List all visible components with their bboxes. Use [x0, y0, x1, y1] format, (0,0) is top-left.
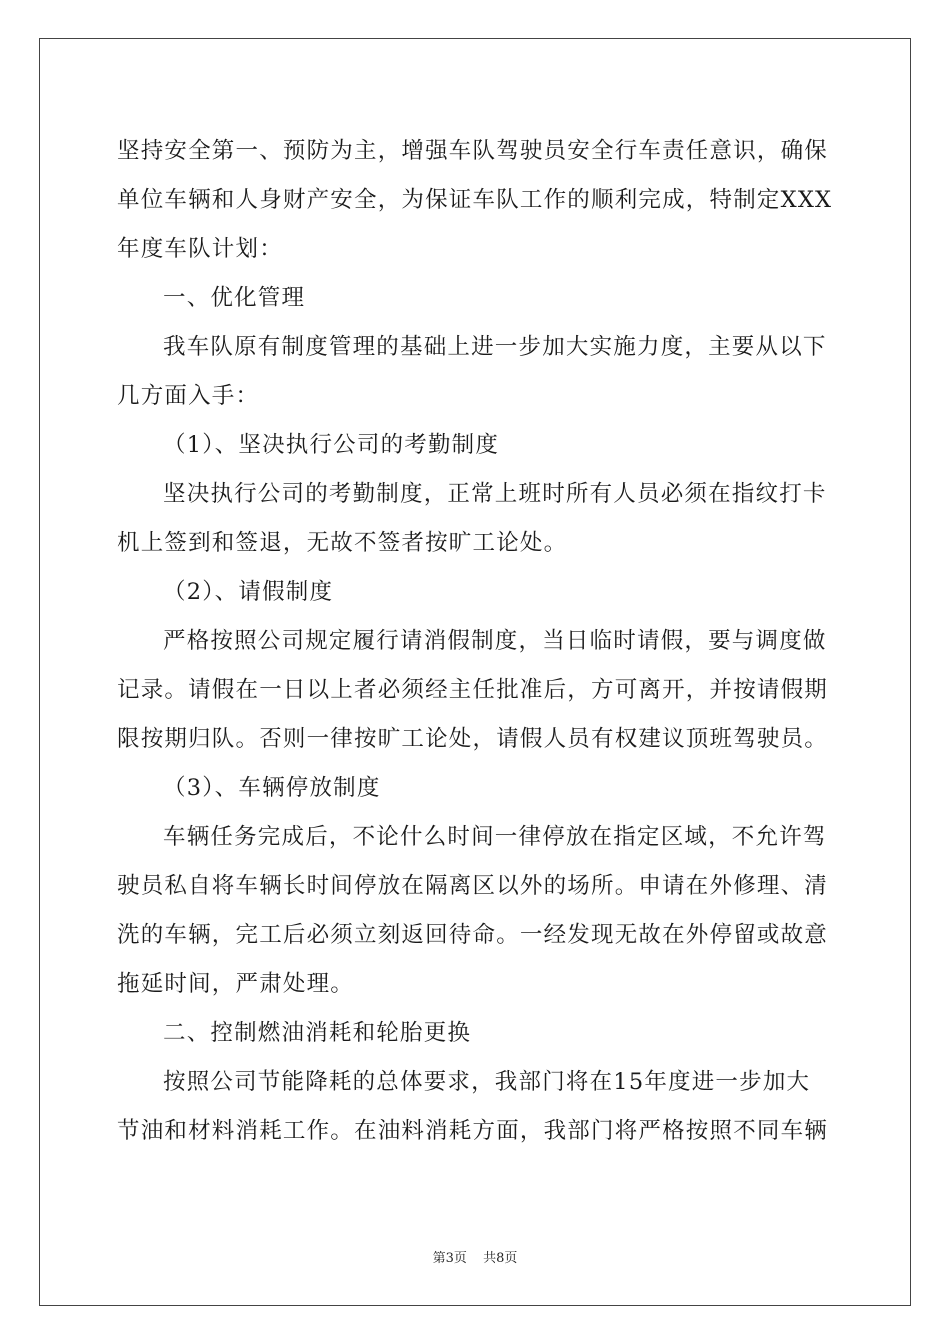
paragraph-line: 节油和材料消耗工作。在油料消耗方面，我部门将严格按照不同车辆 — [117, 1118, 829, 1144]
paragraph-line: 洗的车辆，完工后必须立刻返回待命。一经发现无故在外停留或故意 — [117, 922, 829, 948]
paragraph-line: 我车队原有制度管理的基础上进一步加大实施力度，主要从以下 — [163, 334, 827, 360]
page-footer — [0, 1247, 950, 1266]
section-heading: 一、优化管理 — [163, 285, 306, 311]
paragraph-line: 单位车辆和人身财产安全，为保证车队工作的顺利完成，特制定XXX — [117, 187, 833, 213]
paragraph-line: 驶员私自将车辆长时间停放在隔离区以外的场所。申请在外修理、清 — [117, 873, 829, 899]
paragraph-line: 按照公司节能降耗的总体要求，我部门将在15年度进一步加大 — [163, 1069, 811, 1095]
paragraph-line: 严格按照公司规定履行请消假制度，当日临时请假，要与调度做 — [163, 628, 827, 654]
section-heading: 二、控制燃油消耗和轮胎更换 — [163, 1020, 472, 1046]
paragraph-line: 机上签到和签退，无故不签者按旷工论处。 — [117, 530, 568, 556]
paragraph-line: 车辆任务完成后，不论什么时间一律停放在指定区域，不允许驾 — [163, 824, 827, 850]
paragraph-line: 记录。请假在一日以上者必须经主任批准后，方可离开，并按请假期 — [117, 677, 829, 703]
subsection-heading: （2）、请假制度 — [163, 579, 334, 605]
paragraph-line: 年度车队计划： — [117, 236, 283, 262]
document-body — [117, 127, 833, 1156]
paragraph-line: 限按期归队。否则一律按旷工论处，请假人员有权建议顶班驾驶员。 — [117, 726, 829, 752]
paragraph-line: 拖延时间，严肃处理。 — [117, 971, 355, 997]
subsection-heading: （3）、车辆停放制度 — [163, 775, 381, 801]
paragraph-line: 坚持安全第一、预防为主，增强车队驾驶员安全行车责任意识，确保 — [117, 138, 829, 164]
subsection-heading: （1）、坚决执行公司的考勤制度 — [163, 432, 500, 458]
paragraph-line: 坚决执行公司的考勤制度，正常上班时所有人员必须在指纹打卡 — [163, 481, 827, 507]
page-number: 第3页 — [432, 1251, 467, 1266]
page-total: 共8页 — [483, 1251, 518, 1266]
paragraph-line: 几方面入手： — [117, 383, 260, 409]
